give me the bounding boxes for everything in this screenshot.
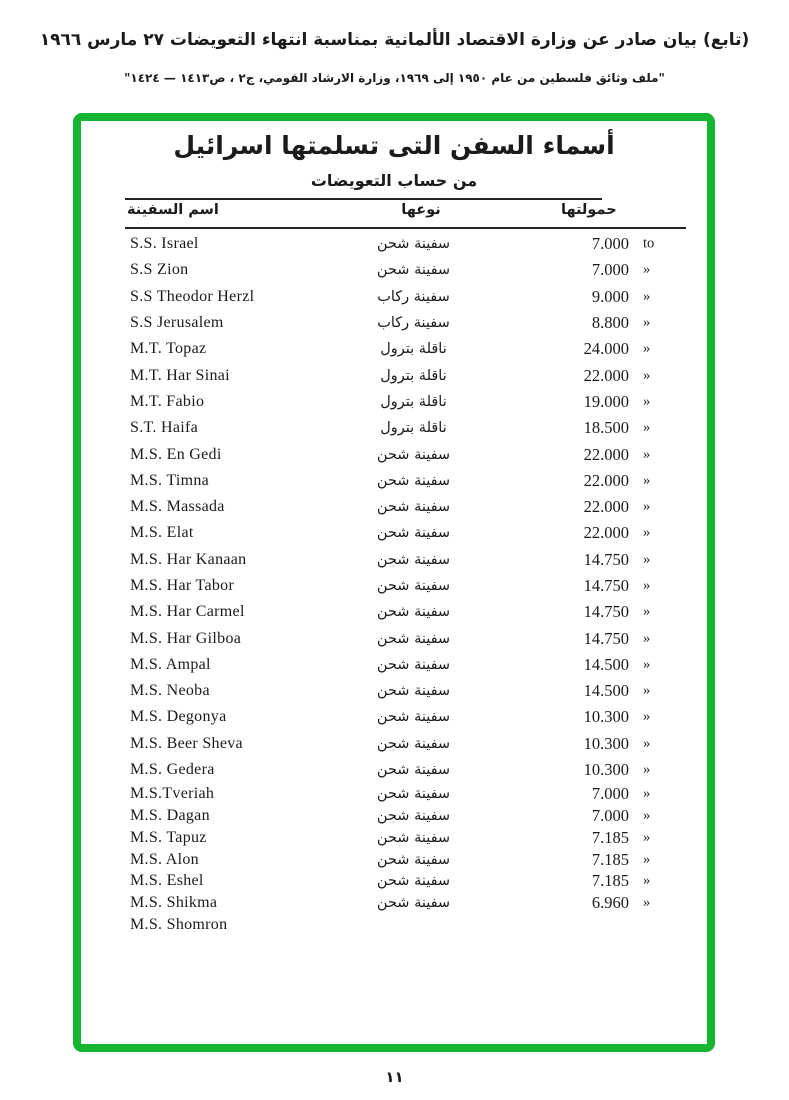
tonnage-unit-cell: » (643, 524, 651, 541)
header-divider-bottom (125, 227, 686, 229)
table-row (81, 870, 707, 892)
table-row (81, 494, 707, 520)
table-row (81, 573, 707, 599)
tonnage-unit-cell: » (643, 340, 651, 357)
ship-name-cell: M.S. Har Tabor (130, 577, 235, 594)
column-header-ship-name: اسم السفينة (127, 202, 219, 218)
ship-type-cell: سفينة شحن (376, 604, 451, 621)
tonnage-unit-cell: » (643, 472, 651, 489)
tonnage-unit-cell: » (643, 785, 651, 802)
ship-name-cell: S.S Jerusalem (130, 314, 224, 332)
ship-type-cell: سفينة ركاب (377, 288, 450, 305)
ship-name-cell: S.T. Haifa (130, 419, 199, 437)
ship-type-cell: سفينة شحن (376, 656, 451, 673)
ship-tonnage-cell: 7.000 (591, 260, 629, 280)
ship-type-cell: سفينة شحن (376, 895, 451, 912)
tonnage-unit-cell: » (643, 393, 651, 410)
ship-name-cell: M.T. Har Sinai (130, 366, 230, 384)
table-title: أسماء السفن التى تسلمتها اسرائيل (173, 131, 615, 160)
ship-name-cell: M.S. Shikma (130, 894, 218, 912)
tonnage-unit-cell: » (643, 314, 651, 331)
tonnage-unit-cell: » (643, 551, 651, 568)
ship-tonnage-cell: 22.000 (583, 497, 629, 517)
tonnage-unit-cell: » (643, 807, 651, 824)
ship-tonnage-cell: 9.000 (591, 286, 629, 306)
ship-tonnage-cell: 22.000 (583, 523, 629, 543)
table-row (81, 805, 707, 827)
ship-type-cell: سفينة شحن (376, 851, 451, 868)
ship-tonnage-cell: 7.000 (591, 234, 629, 254)
table-row (81, 520, 707, 546)
ship-tonnage-cell: 14.750 (583, 602, 629, 622)
ship-tonnage-cell: 7.185 (591, 827, 629, 847)
ship-type-cell: سفينة شحن (376, 735, 451, 752)
ship-tonnage-cell: 18.500 (583, 418, 629, 438)
ship-tonnage-cell: 7.000 (591, 784, 629, 804)
ship-name-cell: M.S. Dagan (130, 806, 210, 824)
table-row (81, 731, 707, 757)
tonnage-unit-cell: » (643, 603, 651, 620)
ship-tonnage-cell: 22.000 (583, 365, 629, 385)
highlight-border-box (73, 113, 715, 1052)
ship-type-cell: سفينة شحن (376, 709, 451, 726)
ship-name-cell: S.S Zion (130, 261, 189, 279)
ship-tonnage-cell: 8.800 (591, 313, 629, 333)
ship-name-cell: M.S. Timna (130, 471, 210, 489)
ship-type-cell: ناقلة بترول (380, 341, 447, 358)
ship-tonnage-cell: 10.300 (583, 760, 629, 780)
tonnage-unit-cell: » (643, 288, 651, 305)
ship-name-cell: M.S. Ampal (130, 655, 211, 673)
ship-tonnage-cell: 7.185 (591, 871, 629, 891)
ship-type-cell: سفينة شحن (376, 262, 451, 279)
table-row (81, 678, 707, 704)
table-row (81, 362, 707, 388)
header-divider-top (125, 198, 602, 200)
ship-tonnage-cell: 7.185 (591, 849, 629, 869)
tonnage-unit-cell: » (643, 894, 651, 911)
ship-name-cell: M.S. En Gedi (130, 445, 222, 463)
ship-tonnage-cell: 14.500 (583, 681, 629, 701)
ship-type-cell: سفينة شحن (376, 786, 451, 803)
ship-type-cell: سفينة شحن (376, 807, 451, 824)
ship-tonnage-cell: 14.750 (583, 628, 629, 648)
tonnage-unit-cell: to (643, 235, 655, 252)
tonnage-unit-cell: » (643, 261, 651, 278)
ship-type-cell: سفينة شحن (376, 472, 451, 489)
table-row (81, 625, 707, 651)
tonnage-unit-cell: » (643, 735, 651, 752)
ship-name-cell: M.S. Har Gilboa (130, 629, 242, 647)
table-row (81, 389, 707, 415)
table-row (81, 757, 707, 783)
ship-name-cell: S.S. Israel (130, 235, 199, 253)
table-row (81, 892, 707, 914)
tonnage-unit-cell: » (643, 498, 651, 515)
table-row (81, 441, 707, 467)
ship-name-cell: M.S. Eshel (130, 872, 204, 890)
page-number: ١١ (385, 1068, 404, 1086)
column-header-type: نوعها (401, 202, 441, 218)
column-header-tonnage: حمولتها (561, 202, 617, 218)
table-row (81, 599, 707, 625)
document-header-line-2: "ملف وثائق فلسطين من عام ١٩٥٠ إلى ١٩٦٩، وزارة الارشاد القومي، ج٢ ، ص١٤١٣ — ١٤٢٤" (124, 71, 665, 85)
ship-name-cell: M.S. Gedera (130, 761, 215, 779)
tonnage-unit-cell: » (643, 708, 651, 725)
table-row (81, 914, 707, 936)
table-row (81, 310, 707, 336)
table-row (81, 849, 707, 871)
table-subtitle: من حساب التعويضات (310, 171, 478, 190)
document-header-line-1: (تابع) بيان صادر عن وزارة الاقتصاد الألمانية بمناسبة انتهاء التعويضات ٢٧ مارس ١٩٦٦ (39, 30, 750, 50)
ship-name-cell: M.S. Har Kanaan (130, 550, 247, 568)
ship-type-cell: ناقلة بترول (380, 367, 447, 384)
ship-type-cell: سفينة شحن (376, 446, 451, 463)
ship-tonnage-cell: 24.000 (583, 339, 629, 359)
tonnage-unit-cell: » (643, 872, 651, 889)
ship-type-cell: سفينة شحن (376, 873, 451, 890)
table-row (81, 468, 707, 494)
ship-name-cell: M.T. Fabio (130, 392, 205, 410)
ship-tonnage-cell: 14.750 (583, 549, 629, 569)
ship-type-cell: سفينة شحن (376, 578, 451, 594)
ship-type-cell: ناقلة بترول (380, 420, 447, 437)
tonnage-unit-cell: » (643, 829, 651, 846)
ship-type-cell: سفينة شحن (376, 683, 451, 700)
ship-tonnage-cell: 19.000 (583, 391, 629, 411)
table-row (81, 415, 707, 441)
ship-type-cell: سفينة شحن (376, 551, 451, 568)
ship-name-cell: M.S. Beer Sheva (130, 734, 243, 752)
table-row (81, 652, 707, 678)
table-row (81, 336, 707, 362)
table-column-headers (81, 202, 707, 226)
ship-type-cell: سفينة ركاب (377, 315, 450, 332)
tonnage-unit-cell: » (643, 367, 651, 384)
ship-tonnage-cell: 10.300 (583, 733, 629, 753)
tonnage-unit-cell: » (643, 656, 651, 673)
ship-name-cell: M.T. Topaz (130, 340, 207, 358)
tonnage-unit-cell: » (643, 761, 651, 778)
ship-tonnage-cell: 10.300 (583, 707, 629, 727)
table-row (81, 257, 707, 283)
table-row (81, 284, 707, 310)
table-row (81, 704, 707, 730)
tonnage-unit-cell: » (643, 577, 651, 594)
ship-name-cell: M.S. Har Carmel (130, 603, 245, 621)
table-row (81, 827, 707, 849)
ship-name-cell: M.S. Degonya (130, 708, 227, 726)
ship-name-cell: M.S. Massada (130, 498, 225, 516)
ship-type-cell: سفينة شحن (376, 499, 451, 516)
ship-type-cell: سفينة شحن (376, 630, 451, 647)
ship-tonnage-cell: 22.000 (583, 444, 629, 464)
ship-type-cell: سفينة شحن (376, 762, 451, 779)
ship-name-cell: S.S Theodor Herzl (130, 287, 255, 305)
ship-tonnage-cell: 7.000 (591, 805, 629, 825)
ship-type-cell: سفينة شحن (376, 236, 451, 253)
ship-type-cell: سفينة شحن (376, 525, 451, 542)
table-row (81, 231, 707, 257)
ship-name-cell: M.S. Tapuz (130, 828, 207, 846)
tonnage-unit-cell: » (643, 851, 651, 868)
ship-name-cell: M.S. Alon (130, 850, 199, 868)
tonnage-unit-cell: » (643, 682, 651, 699)
ship-name-cell: M.S. Shomron (130, 915, 228, 933)
ship-tonnage-cell: 22.000 (583, 470, 629, 490)
ship-tonnage-cell: 14.500 (583, 654, 629, 674)
table-row (81, 783, 707, 805)
ship-name-cell: M.S. Neoba (130, 682, 210, 700)
ship-table-body (81, 231, 707, 936)
ship-tonnage-cell: 6.960 (591, 893, 629, 913)
ship-name-cell: M.S.Tveriah (130, 785, 215, 803)
tonnage-unit-cell: » (643, 419, 651, 436)
tonnage-unit-cell: » (643, 630, 651, 647)
ship-type-cell: ناقلة بترول (380, 393, 447, 410)
ship-type-cell: سفينة شحن (376, 829, 451, 846)
table-row (81, 547, 707, 573)
ship-tonnage-cell: 14.750 (583, 576, 629, 595)
tonnage-unit-cell: » (643, 446, 651, 463)
ship-name-cell: M.S. Elat (130, 524, 194, 542)
